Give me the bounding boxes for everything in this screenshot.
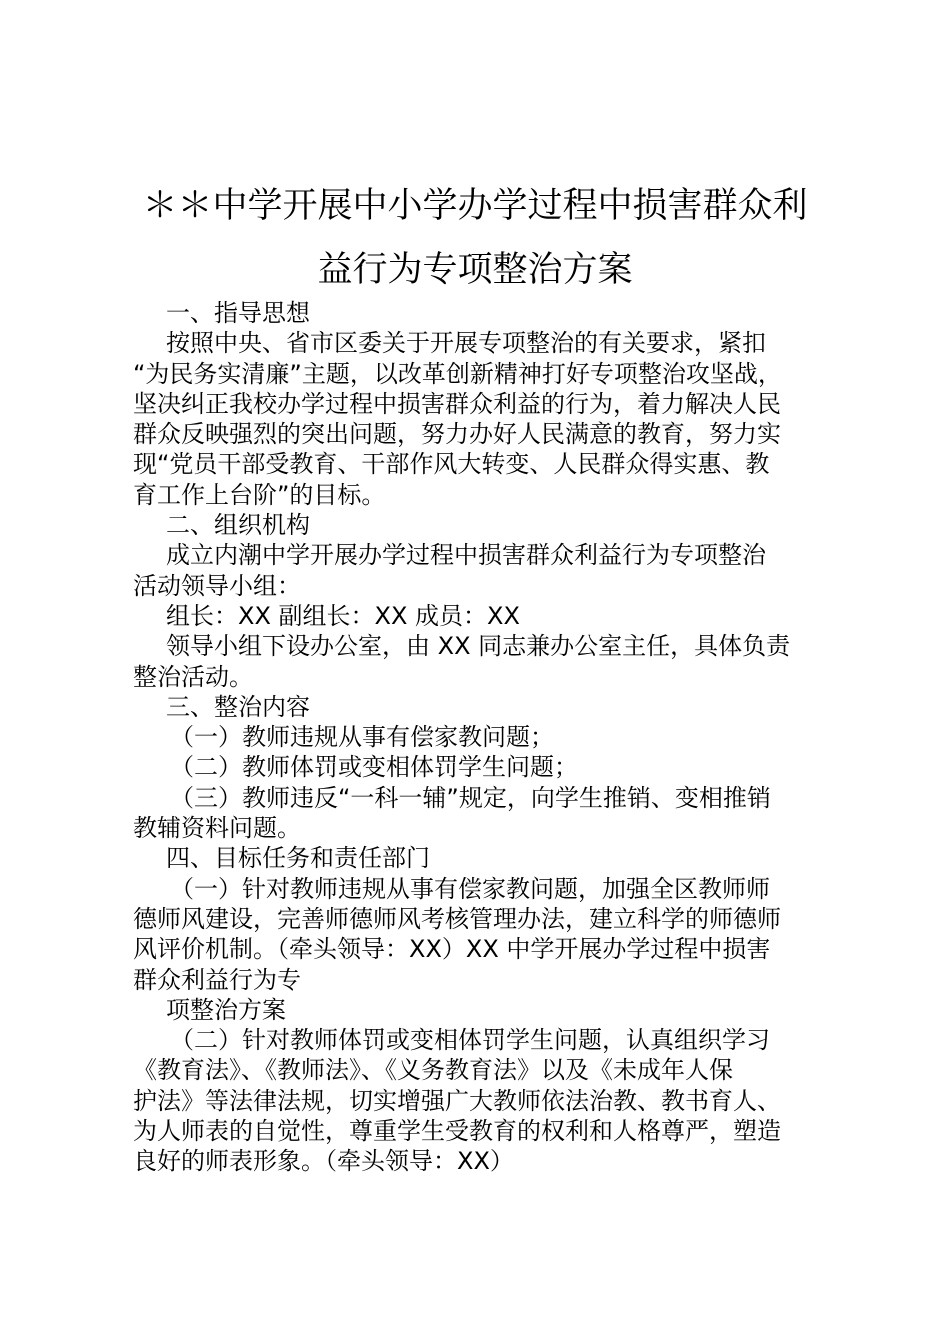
document-body (133, 298, 823, 1177)
section-heading-guiding-ideology: 一、指导思想 (166, 299, 310, 327)
list-item: （三）教师违反“一科一辅”规定，向学生推销、变相推销 (170, 783, 771, 812)
paragraph-line: 德师风建设，完善师德师风考核管理办法，建立科学的师德师 (133, 904, 781, 933)
paragraph-line: “为民务实清廉”主题，以改革创新精神打好专项整治攻坚战， (133, 359, 782, 388)
paragraph-line: 现“党员干部受教育、干部作风大转变、人民群众得实惠、教 (133, 450, 770, 479)
paragraph-line: 良好的师表形象。（牵头领导：XX） (133, 1147, 514, 1176)
paragraph-line: 按照中央、省市区委关于开展专项整治的有关要求，紧扣 (166, 329, 766, 358)
document-title-line-1: ＊＊中学开展中小学办学过程中损害群众利 (142, 186, 808, 226)
paragraph-line: 群众反映强烈的突出问题，努力办好人民满意的教育，努力实 (133, 420, 781, 449)
section-heading-rectification-content: 三、整治内容 (166, 692, 310, 721)
paragraph-line: 项整治方案 (166, 995, 286, 1024)
document-title-line-2: 益行为专项整治方案 (317, 250, 633, 290)
paragraph-line: 教辅资料问题。 (133, 814, 301, 843)
paragraph-line: 《教育法》、《教师法》、《义务教育法》以及《未成年人保 (133, 1056, 733, 1085)
list-item: （一）针对教师违规从事有偿家教问题，加强全区教师师 (170, 874, 770, 903)
paragraph-line: 护法》等法律法规，切实增强广大教师依法治教、教书育人、 (133, 1086, 781, 1115)
paragraph-line: 整治活动。 (133, 662, 253, 691)
list-item: （二）针对教师体罚或变相体罚学生问题，认真组织学习 (170, 1026, 770, 1055)
paragraph-line: 坚决纠正我校办学过程中损害群众利益的行为，着力解决人民 (133, 389, 781, 418)
paragraph-line: 为人师表的自觉性，尊重学生受教育的权利和人格尊严，塑造 (133, 1117, 781, 1146)
section-heading-goals-and-departments: 四、目标任务和责任部门 (166, 844, 430, 873)
list-item: （一）教师违规从事有偿家教问题； (170, 723, 554, 752)
section-heading-organization: 二、组织机构 (166, 511, 310, 540)
leadership-members-line: 组长：XX 副组长：XX 成员：XX (166, 601, 520, 630)
paragraph-line: 成立内潮中学开展办学过程中损害群众利益行为专项整治 (166, 541, 766, 570)
paragraph-line: 领导小组下设办公室，由 XX 同志兼办公室主任，具体负责 (166, 632, 791, 661)
paragraph-line: 风评价机制。（牵头领导：XX）XX 中学开展办学过程中损害 (133, 935, 771, 964)
paragraph-line: 群众利益行为专 (133, 965, 301, 994)
paragraph-line: 活动领导小组： (133, 571, 301, 600)
list-item: （二）教师体罚或变相体罚学生问题； (170, 753, 578, 782)
paragraph-line: 育工作上台阶”的目标。 (133, 480, 386, 509)
